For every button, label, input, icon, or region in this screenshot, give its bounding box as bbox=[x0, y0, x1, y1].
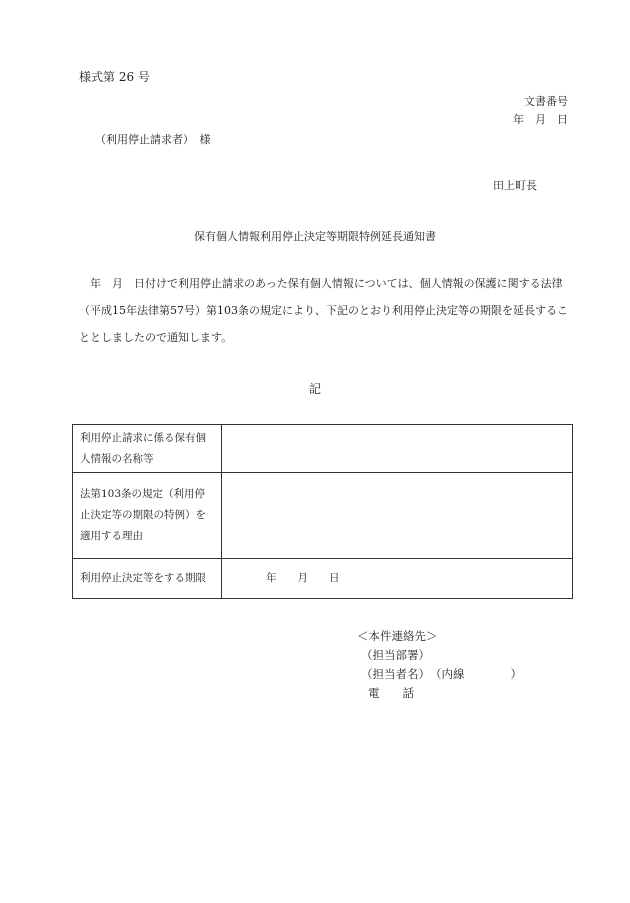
contact-department: （担当部署） bbox=[361, 648, 430, 662]
table-label: 法第103条の規定（利用停止決定等の期限の特例）を適用する理由 bbox=[73, 473, 222, 559]
ki-heading: 記 bbox=[308, 382, 321, 396]
table-value: 年 月 日 bbox=[222, 559, 573, 599]
document-number-label: 文書番号 bbox=[524, 95, 568, 108]
document-title: 保有個人情報利用停止決定等期限特例延長通知書 bbox=[194, 230, 436, 243]
sender: 田上町長 bbox=[493, 179, 537, 192]
form-number: 様式第 26 号 bbox=[79, 70, 150, 84]
contact-block bbox=[357, 627, 522, 703]
table-value bbox=[222, 473, 573, 559]
table-row bbox=[73, 559, 573, 599]
table-label: 利用停止決定等をする期限 bbox=[73, 559, 222, 599]
contact-heading: ＜本件連絡先＞ bbox=[357, 629, 438, 643]
body-text: 年 月 日付けで利用停止請求のあった保有個人情報については、個人情報の保護に関する法律（平成15年法律第57号）第103条の規定により、下記のとおり利用停止決定等の期限を延長することとしましたので通知します。 bbox=[79, 277, 568, 344]
table-row bbox=[73, 473, 573, 559]
contact-person: （担当者名） （内線 ） bbox=[361, 667, 522, 681]
document-date: 年 月 日 bbox=[513, 113, 568, 126]
contact-phone: 電 話 bbox=[368, 686, 414, 700]
table-label: 利用停止請求に係る保有個人情報の名称等 bbox=[73, 425, 222, 473]
detail-table bbox=[72, 424, 573, 599]
table-value bbox=[222, 425, 573, 473]
table-row bbox=[73, 425, 573, 473]
addressee: （利用停止請求者） 様 bbox=[95, 133, 211, 146]
